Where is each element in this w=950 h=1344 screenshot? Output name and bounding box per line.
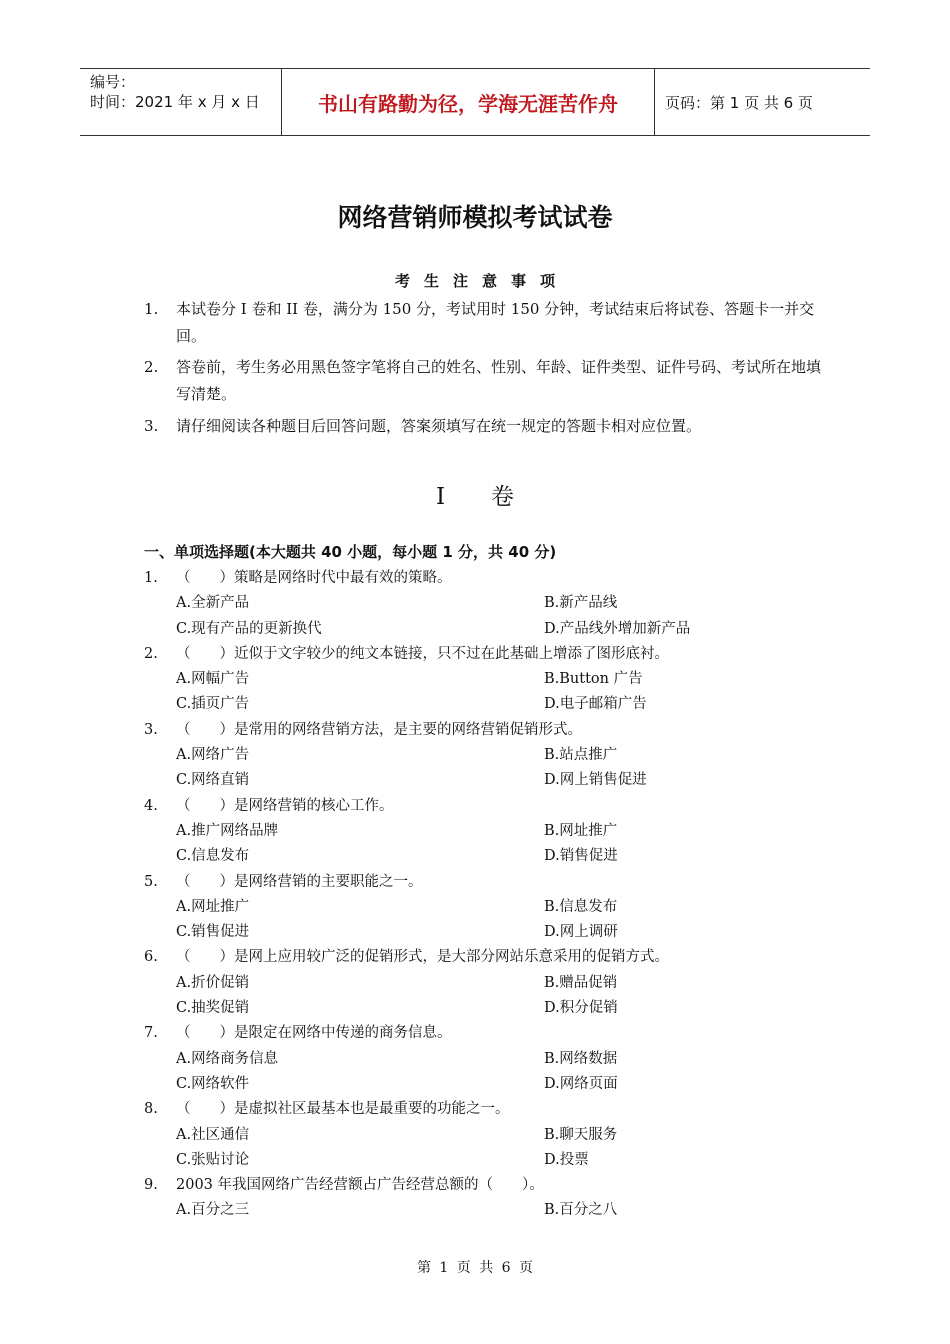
option-b: B.赠品促销 (544, 974, 618, 991)
volume-heading: I 卷 (435, 484, 515, 510)
notice-number: 3. (144, 417, 159, 435)
notice-text: 答卷前，考生务必用黑色签字笔将自己的姓名、性别、年龄、证件类型、证件号码、考试所在地填写清楚。 (176, 358, 822, 403)
question-number: 5. (144, 873, 158, 890)
option-b: B.网络数据 (544, 1050, 618, 1067)
question-text: （ ）是网上应用较广泛的促销形式，是大部分网站乐意采用的促销方式。 (176, 949, 669, 966)
option-b: B.聊天服务 (544, 1126, 618, 1143)
option-row (144, 1072, 824, 1097)
time-label: 时间：2021 年 x 月 x 日 (90, 93, 260, 111)
option-a: A.网络商务信息 (176, 1050, 279, 1067)
option-row (144, 895, 824, 920)
question-row (144, 642, 824, 667)
option-c: C.销售促进 (176, 924, 250, 941)
question-number: 6. (144, 949, 158, 966)
code-label: 编号： (90, 73, 136, 91)
option-row (144, 692, 824, 717)
notice-item (144, 354, 824, 408)
question-number: 7. (144, 1025, 158, 1042)
option-row (144, 971, 824, 996)
question-number: 4. (144, 797, 158, 814)
option-row (144, 819, 824, 844)
notice-number: 1. (144, 300, 159, 318)
notice-item (144, 413, 824, 440)
option-d: D.电子邮箱广告 (544, 696, 647, 713)
page-footer: 第 1 页 共 6 页 (416, 1260, 534, 1276)
option-d: D.产品线外增加新产品 (544, 620, 691, 637)
option-row (144, 743, 824, 768)
option-c: C.插页广告 (176, 696, 250, 713)
question-text: （ ）策略是网络时代中最有效的策略。 (176, 570, 452, 586)
question-row (144, 870, 824, 895)
header-meta (80, 69, 282, 135)
option-d: D.网上销售促进 (544, 772, 647, 789)
question-text: （ ）是虚拟社区最基本也是最重要的功能之一。 (176, 1101, 510, 1118)
question-number: 2. (144, 645, 158, 662)
option-c: C.现有产品的更新换代 (176, 620, 322, 637)
option-d: D.销售促进 (544, 848, 618, 865)
option-c: C.信息发布 (176, 848, 250, 865)
question-number: 3. (144, 721, 158, 738)
question-row (144, 566, 824, 591)
question-text: （ ）近似于文字较少的纯文本链接，只不过在此基础上增添了图形底衬。 (176, 645, 669, 662)
option-a: A.百分之三 (176, 1202, 250, 1219)
option-b: B.信息发布 (544, 898, 618, 915)
page-header (80, 68, 870, 136)
question-row (144, 1173, 824, 1198)
option-b: B.Button 广告 (544, 671, 643, 688)
question-row (144, 1097, 824, 1122)
option-row (144, 920, 824, 945)
section-title: 一、单项选择题(本大题共 40 小题，每小题 1 分，共 40 分) (144, 543, 557, 561)
question-number: 9. (144, 1177, 158, 1194)
question-text: （ ）是网络营销的主要职能之一。 (176, 873, 423, 890)
option-a: A.网址推广 (176, 898, 250, 915)
option-a: A.网幅广告 (176, 671, 250, 688)
question-text: （ ）是限定在网络中传递的商务信息。 (176, 1025, 452, 1042)
document-title: 网络营销师模拟考试试卷 (337, 203, 613, 232)
option-a: A.全新产品 (176, 595, 250, 612)
option-row (144, 1123, 824, 1148)
option-a: A.推广网络品牌 (176, 822, 279, 839)
question-text: （ ）是常用的网络营销方法，是主要的网络营销促销形式。 (176, 721, 582, 738)
option-a: A.社区通信 (176, 1126, 250, 1143)
option-d: D.网络页面 (544, 1075, 618, 1092)
header-page-info: 页码：第 1 页 共 6 页 (665, 93, 813, 112)
option-row (144, 667, 824, 692)
notice-heading: 考生注意事项 (394, 272, 569, 290)
question-text: （ ）是网络营销的核心工作。 (176, 797, 394, 814)
option-c: C.抽奖促销 (176, 1000, 250, 1017)
option-c: C.张贴讨论 (176, 1151, 250, 1168)
option-d: D.投票 (544, 1151, 589, 1168)
notice-text: 本试卷分 I 卷和 II 卷，满分为 150 分，考试用时 150 分钟，考试结束后将试卷、答题卡一并交回。 (176, 300, 815, 345)
question-number: 8. (144, 1101, 158, 1118)
question-row (144, 945, 824, 970)
option-row (144, 1148, 824, 1173)
question-list (144, 566, 824, 1224)
question-row (144, 794, 824, 819)
option-row (144, 844, 824, 869)
option-row (144, 591, 824, 616)
question-row (144, 718, 824, 743)
notice-item (144, 296, 824, 350)
header-motto: 书山有路勤为径，学海无涯苦作舟 (282, 69, 655, 135)
question-row (144, 1021, 824, 1046)
question-number: 1. (144, 570, 158, 586)
option-row (144, 1198, 824, 1223)
option-row (144, 996, 824, 1021)
option-c: C.网络直销 (176, 772, 250, 789)
option-b: B.网址推广 (544, 822, 618, 839)
option-row (144, 617, 824, 642)
option-row (144, 768, 824, 793)
question-text: 2003 年我国网络广告经营额占广告经营总额的（ ）。 (176, 1177, 544, 1194)
option-b: B.站点推广 (544, 747, 618, 764)
option-b: B.百分之八 (544, 1202, 618, 1219)
notice-number: 2. (144, 358, 159, 376)
option-b: B.新产品线 (544, 595, 618, 612)
option-d: D.积分促销 (544, 1000, 618, 1017)
notice-text: 请仔细阅读各种题目后回答问题，答案须填写在统一规定的答题卡相对应位置。 (176, 417, 702, 435)
option-row (144, 1047, 824, 1072)
option-a: A.折价促销 (176, 974, 250, 991)
option-d: D.网上调研 (544, 924, 618, 941)
option-c: C.网络软件 (176, 1075, 250, 1092)
option-a: A.网络广告 (176, 747, 250, 764)
